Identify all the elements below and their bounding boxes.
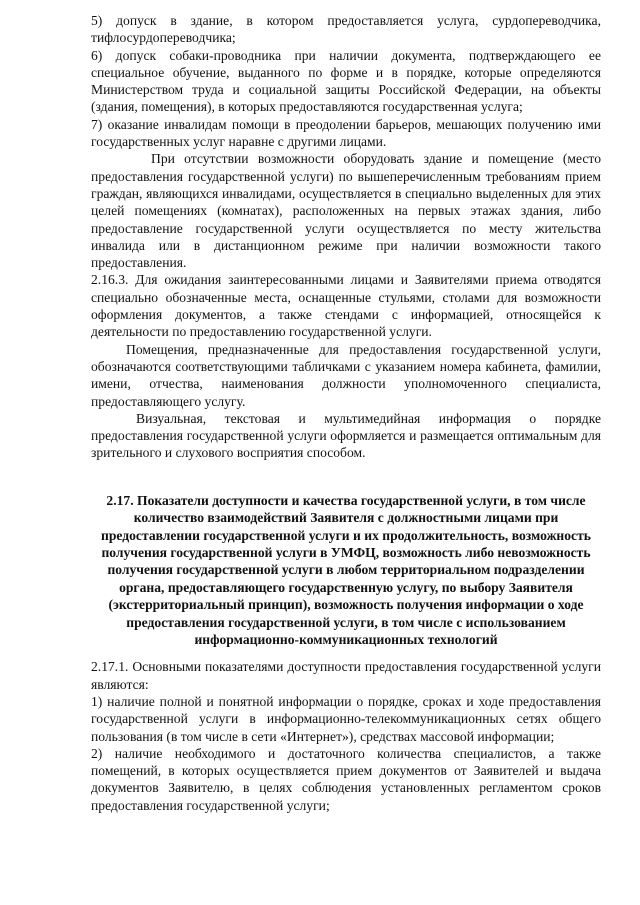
paragraph-visual-info: Визуальная, текстовая и мультимедийная информация о порядке предоставления государственной услуги оформляется и размещается оптимальным для зрительного и слухового восприятия способом. [91,410,601,461]
paragraph-no-equipment: При отсутствии возможности оборудовать здание и помещение (место предоставления государственной услуги) по вышеперечисленным требованиям прием граждан, являющихся инвалидами, осуществляется в специально выделенных для этих целей помещениях (комнатах), расположенных на первых этажах здания, либо предоставление государственной услуги осуществляется по месту жительства инвалида или в дистанционном режиме при наличии возможности такого предоставления. [91,151,601,271]
heading-spacer [91,648,601,658]
section-heading-2-17: 2.17. Показатели доступности и качества государственной услуги, в том числе количество взаимодействий Заявителя с должностными лицами при предоставлении государственной услуги и их продолжительность, возможность получения государственной услуги в УМФЦ, возможность либо невозможность получения государственной услуги в любом территориальном подразделении органа, предоставляющего государственную услугу, по выбору Заявителя (экстерриториальный принцип), возможность получения информации о ходе предоставления государственной услуги, в том числе с использованием информационно-коммуникационных технологий [101,492,591,647]
list-item-2: 2) наличие необходимого и достаточного количества специалистов, а также помещений, в которых осуществляется прием документов от Заявителей и выдача документов Заявителю, в целях соблюдения установленных регламентом сроков предоставления государственной услуги; [91,745,601,813]
list-item-6: 6) допуск собаки-проводника при наличии документа, подтверждающего ее специальное обучение, выданного по форме и в порядке, которые определяются Министерством труда и социальной защиты Российской Федерации, на объекты (здания, помещения), в которых предоставляются государственная услуга; [91,47,601,115]
list-item-5: 5) допуск в здание, в котором предоставляется услуга, сурдопереводчика, тифлосурдопереводчика; [91,13,601,46]
section-spacer [91,462,601,492]
list-item-7: 7) оказание инвалидам помощи в преодолении барьеров, мешающих получению ими государственных услуг наравне с другими лицами. [91,116,601,150]
list-item-1: 1) наличие полной и понятной информации о порядке, сроках и ходе предоставления государственной услуги в информационно-телекоммуникационных сетях общего пользования (в том числе в сети «Интернет»), средствах массовой информации; [91,693,601,744]
paragraph-2-16-3: 2.16.3. Для ожидания заинтересованными лицами и Заявителями приема отводятся специально обозначенные места, оснащенные стульями, столами для возможности оформления документов, а также стендами с информацией, относящейся к деятельности по предоставлению государственной услуги. [91,272,601,340]
paragraph-2-17-1: 2.17.1. Основными показателями доступности предоставления государственной услуги являются: [91,659,601,692]
paragraph-premises: Помещения, предназначенные для предоставления государственной услуги, обозначаются соответствующими табличками с указанием номера кабинета, фамилии, имени, отчества, наименования должности уполномоченного специалиста, предоставляющего услугу. [91,341,601,409]
document-page [91,12,601,814]
